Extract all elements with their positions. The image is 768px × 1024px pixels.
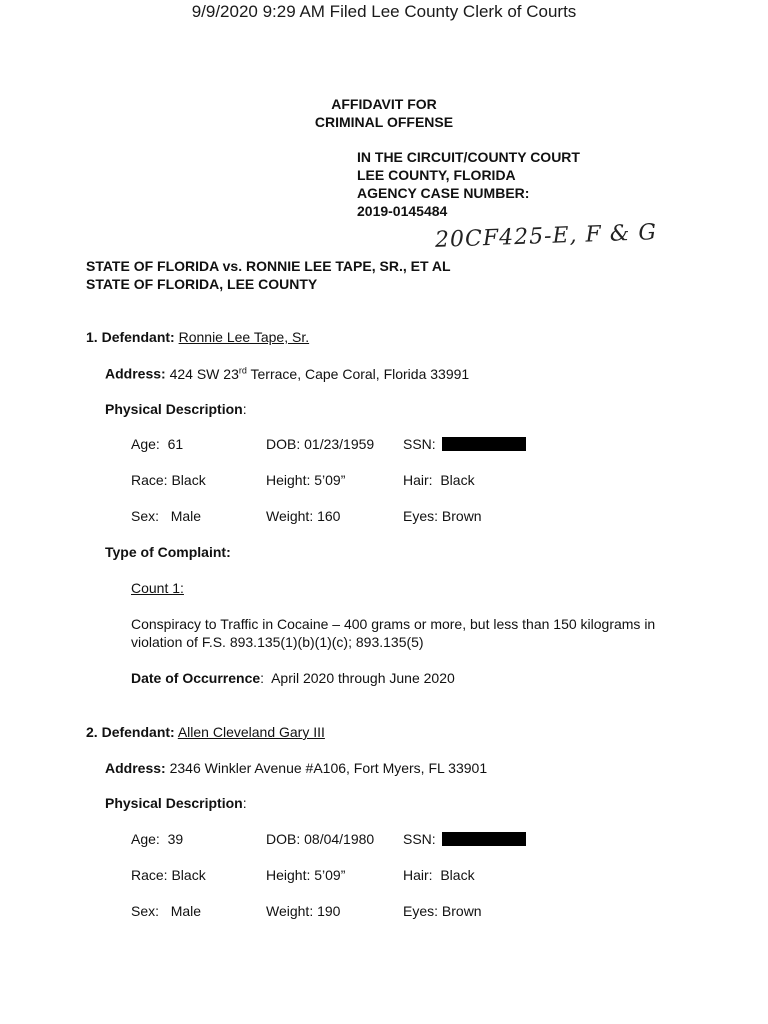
- defendant-2-sex: Sex: Male: [131, 903, 202, 919]
- redaction-bar: [442, 832, 526, 846]
- defendant-2-weight: Weight: 190: [266, 903, 341, 919]
- defendant-2-name: Allen Cleveland Gary III: [177, 724, 325, 740]
- redaction-bar: [442, 437, 526, 451]
- case-caption-line-2: STATE OF FLORIDA, LEE COUNTY: [86, 276, 318, 292]
- defendant-2-height: Height: 5’09”: [266, 867, 346, 883]
- defendant-2-address-value: 2346 Winkler Avenue #A106, Fort Myers, FL 33901: [169, 760, 488, 776]
- defendant-1-dob: DOB: 01/23/1959: [266, 436, 375, 452]
- defendant-1-sex: Sex: Male: [131, 508, 202, 524]
- defendant-2-eyes: Eyes: Brown: [403, 903, 482, 919]
- defendant-1-address: Address: 424 SW 23rd Terrace, Cape Coral, Florida 33991: [105, 365, 470, 382]
- defendant-1-weight: Weight: 160: [266, 508, 341, 524]
- date-of-occurrence-value: April 2020 through June 2020: [271, 670, 455, 686]
- defendant-2-physical-heading: Physical Description:: [105, 795, 247, 811]
- case-caption-line-1: STATE OF FLORIDA vs. RONNIE LEE TAPE, SR., ET AL: [86, 258, 451, 274]
- count-1-description: Conspiracy to Traffic in Cocaine – 400 grams or more, but less than 150 kilograms in violation of F.S. 893.135(1)(b)(1)(c); 893.135(5): [131, 616, 656, 650]
- handwritten-case-number: 20CF425-E, F & G: [434, 220, 658, 253]
- defendant-2-race: Race: Black: [131, 867, 206, 883]
- defendant-2-age: Age: 39: [131, 831, 184, 847]
- court-line-1: IN THE CIRCUIT/COUNTY COURT: [357, 149, 580, 165]
- document-title-line-1: AFFIDAVIT FOR: [331, 96, 437, 112]
- defendant-1-address-value: 424 SW 23rd Terrace, Cape Coral, Florida 33991: [169, 365, 470, 382]
- defendant-1-name: Ronnie Lee Tape, Sr.: [178, 329, 310, 345]
- type-of-complaint-heading: Type of Complaint:: [105, 544, 231, 560]
- document-title-line-2: CRIMINAL OFFENSE: [314, 114, 454, 130]
- defendant-1-ssn: SSN:: [403, 436, 526, 452]
- defendant-2-address: Address: 2346 Winkler Avenue #A106, Fort Myers, FL 33901: [105, 760, 488, 776]
- defendant-label: Defendant:: [101, 329, 175, 345]
- defendant-1-hair: Hair: Black: [403, 472, 475, 488]
- case-number: 2019-0145484: [357, 203, 448, 219]
- defendant-2-heading: 2. Defendant: Allen Cleveland Gary III: [86, 724, 325, 740]
- defendant-1-race: Race: Black: [131, 472, 206, 488]
- defendant-2-number: 2.: [86, 724, 98, 740]
- defendant-2-dob: DOB: 08/04/1980: [266, 831, 375, 847]
- defendant-1-heading: [86, 329, 309, 345]
- defendant-2-hair: Hair: Black: [403, 867, 475, 883]
- defendant-1-eyes: Eyes: Brown: [403, 508, 482, 524]
- court-line-2: LEE COUNTY, FLORIDA: [357, 167, 516, 183]
- defendant-1-height: Height: 5’09”: [266, 472, 346, 488]
- defendant-1-number: 1.: [86, 329, 98, 345]
- count-1-label: Count 1:: [131, 580, 184, 596]
- defendant-2-ssn: SSN:: [403, 831, 526, 847]
- date-of-occurrence: Date of Occurrence: April 2020 through June 2020: [131, 670, 455, 686]
- defendant-1-physical-heading: Physical Description:: [105, 401, 247, 417]
- filing-stamp: 9/9/2020 9:29 AM Filed Lee County Clerk of Courts: [191, 2, 577, 21]
- defendant-1-age: Age: 61: [131, 436, 184, 452]
- court-line-3: AGENCY CASE NUMBER:: [357, 185, 530, 201]
- address-label: Address: [105, 365, 162, 382]
